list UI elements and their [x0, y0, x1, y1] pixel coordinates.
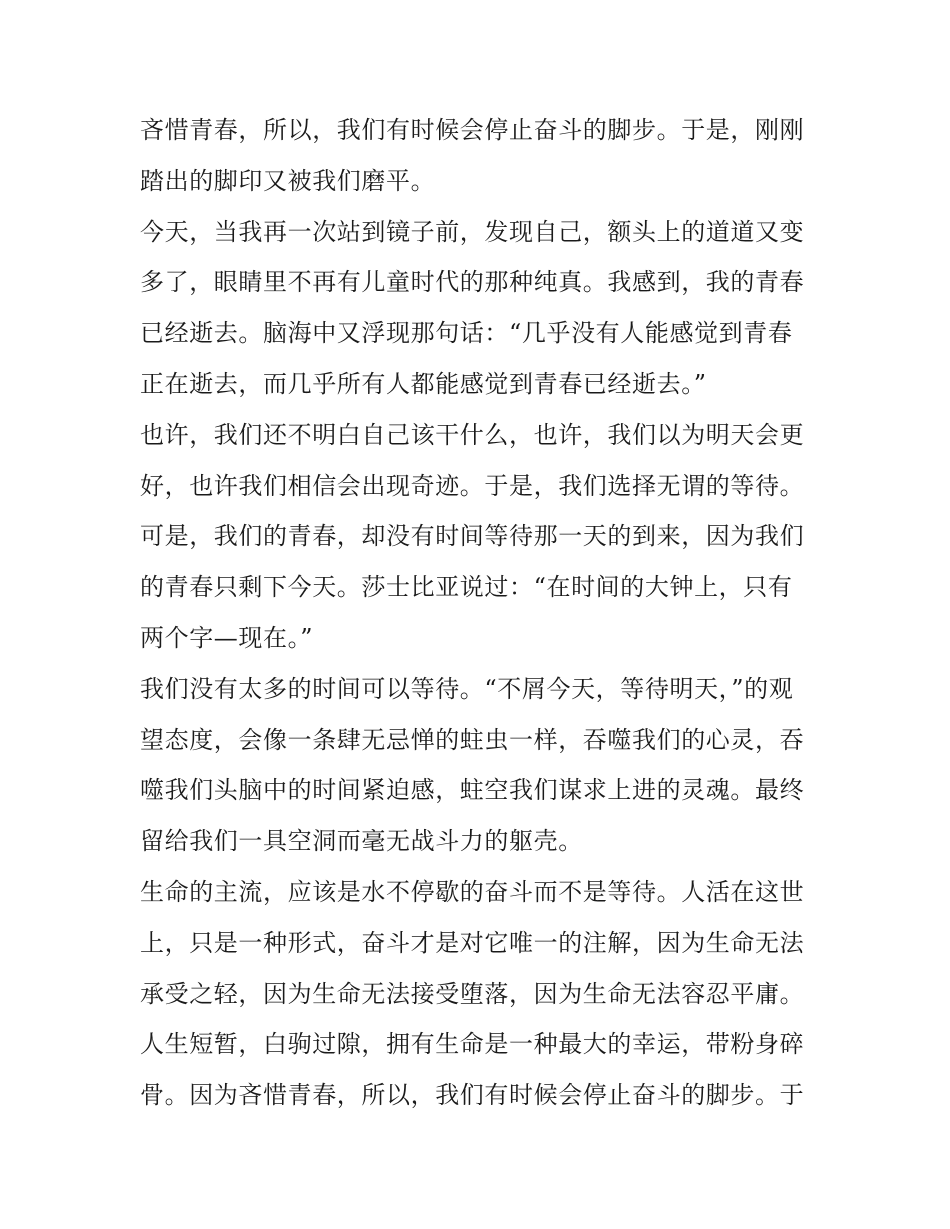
- text-line-9: 可是，我们的青春，却没有时间等待那一天的到来，因为我们: [140, 522, 805, 551]
- text-line-15: 留给我们一具空洞而毫无战斗力的躯壳。: [140, 827, 583, 856]
- text-line-8: 好，也许我们相信会出现奇迹。于是，我们选择无谓的等待。: [140, 471, 805, 500]
- text-line-17: 上，只是一种形式，奋斗才是对它唯一的注解，因为生命无法: [140, 928, 805, 957]
- text-line-14: 噬我们头脑中的时间紧迫感，蛀空我们谋求上进的灵魂。最终: [140, 776, 805, 805]
- text-line-2: 踏出的脚印又被我们磨平。: [140, 166, 436, 195]
- text-line-11: 两个字—现在。”: [140, 623, 314, 652]
- text-line-13: 望态度，会像一条肆无忌惮的蛀虫一样，吞噬我们的心灵，吞: [140, 725, 805, 754]
- text-line-1: 吝惜青春，所以，我们有时候会停止奋斗的脚步。于是，刚刚: [140, 116, 805, 144]
- text-line-16: 生命的主流，应该是水不停歇的奋斗而不是等待。人活在这世: [140, 877, 805, 906]
- text-line-5: 已经逝去。脑海中又浮现那句话：“几乎没有人能感觉到青春: [140, 319, 793, 348]
- text-line-19: 人生短暂，白驹过隙，拥有生命是一种最大的幸运，带粉身碎: [140, 1030, 805, 1059]
- text-line-3: 今天，当我再一次站到镜子前，发现自己，额头上的道道又变: [140, 217, 805, 246]
- text-line-10: 的青春只剩下今天。莎士比亚说过：“在时间的大钟上，只有: [140, 573, 793, 602]
- text-line-12: 我们没有太多的时间可以等待。“不屑今天，等待明天，”的观: [140, 674, 794, 703]
- text-line-18: 承受之轻，因为生命无法接受堕落，因为生命无法容忍平庸。: [140, 979, 805, 1008]
- document-body: [140, 105, 820, 1121]
- text-line-6: 正在逝去，而几乎所有人都能感觉到青春已经逝去。”: [140, 369, 707, 398]
- text-line-7: 也许，我们还不明白自己该干什么，也许，我们以为明天会更: [140, 420, 805, 449]
- text-line-4: 多了，眼睛里不再有儿童时代的那种纯真。我感到，我的青春: [140, 268, 805, 297]
- text-line-20: 骨。因为吝惜青春，所以，我们有时候会停止奋斗的脚步。于: [140, 1081, 805, 1110]
